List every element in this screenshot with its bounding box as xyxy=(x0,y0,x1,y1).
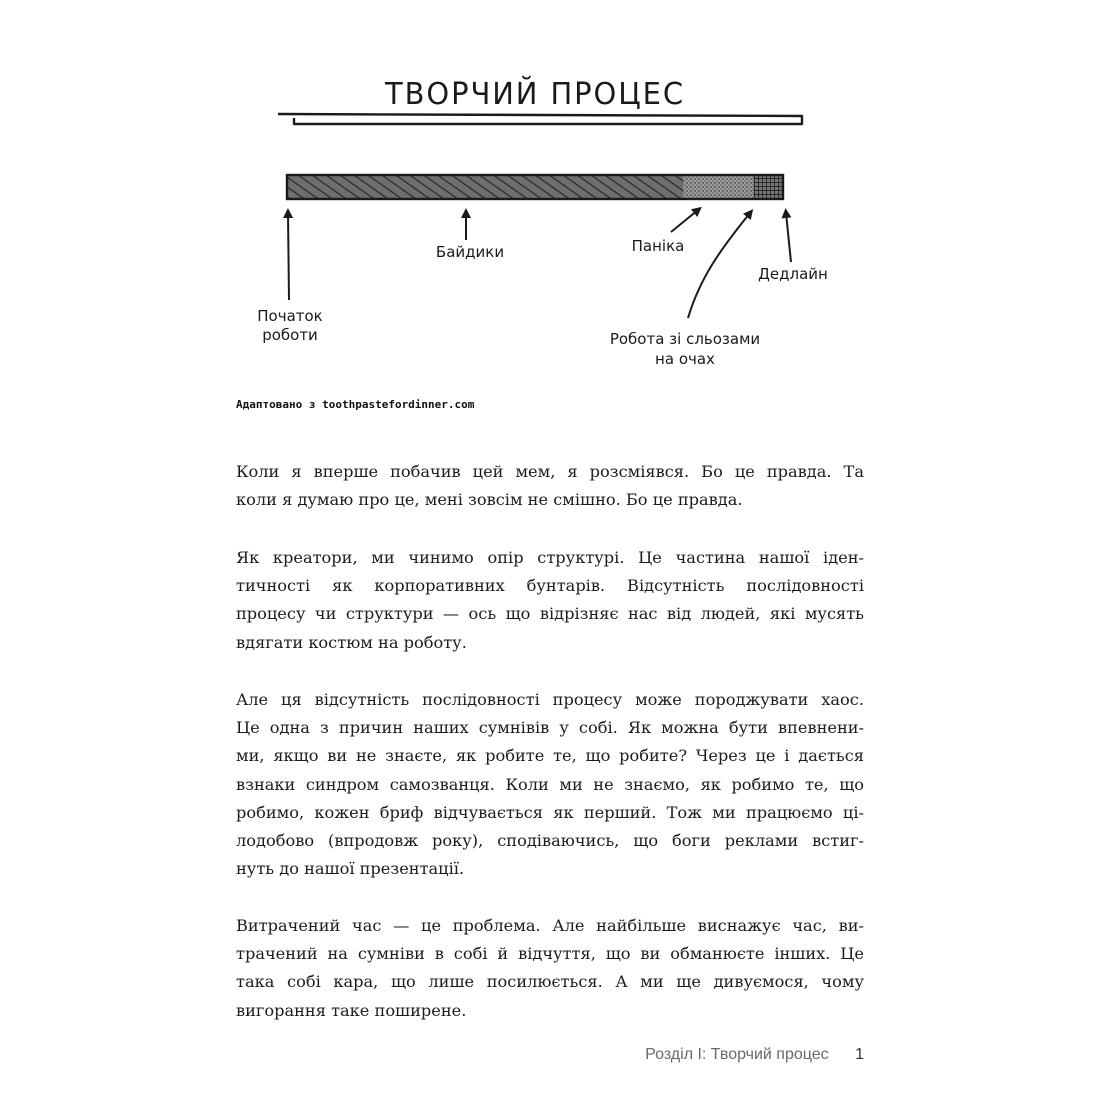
label-start-line1: Початок xyxy=(257,307,323,325)
paragraph-line: Але ця відсутність послідовності процесу може породжувати хаос. xyxy=(236,690,864,709)
paragraph-line: Це одна з причин наших сумнівів у собі. Як можна бути впевнени- xyxy=(236,718,864,738)
label-start-line2: роботи xyxy=(262,326,318,344)
creative-process-illustration xyxy=(230,50,840,400)
bar-segment-slacking xyxy=(287,175,684,199)
paragraph-1 xyxy=(236,458,864,514)
arrow-tears xyxy=(688,213,750,318)
paragraph-line: взнаки синдром самозванця. Коли ми не знаємо, як робимо те, що xyxy=(236,774,864,794)
title-underline xyxy=(278,114,802,124)
paragraph-line: Витрачений час — це проблема. Але найбільше виснажує час, ви- xyxy=(236,916,864,935)
page-number: 1 xyxy=(855,1046,864,1063)
paragraph-line: ми, якщо ви не знаєте, як робите те, що робите? Через це і дається xyxy=(236,746,864,766)
arrow-panic xyxy=(671,210,698,232)
paragraph-2 xyxy=(236,544,864,657)
paragraph-line: лодобово (впродовж року), сподіваючись, що боги реклами встиг- xyxy=(236,831,864,851)
label-panic: Паніка xyxy=(631,237,685,255)
paragraph-line: вдягати костюм на роботу. xyxy=(236,632,467,652)
paragraph-line: трачений на сумніви в собі й відчуття, що ви обманюєте інших. Це xyxy=(236,944,864,964)
paragraph-line: коли я думаю про це, мені зовсім не смішно. Бо це правда. xyxy=(236,490,743,510)
page-footer xyxy=(645,1046,864,1064)
paragraph-line: Як креатори, ми чинимо опір структурі. Це частина нашої іден- xyxy=(236,548,864,567)
paragraph-line: робимо, кожен бриф відчувається як перший. Тож ми працюємо ці- xyxy=(236,802,864,822)
paragraph-line: тичності як корпоративних бунтарів. Відсутність послідовності xyxy=(236,576,864,596)
arrow-start xyxy=(288,213,289,300)
label-tears-line2: на очах xyxy=(655,350,715,368)
label-tears-line1: Робота зі сльозами xyxy=(609,330,761,348)
running-chapter-title: Розділ І: Творчий процес xyxy=(645,1046,829,1063)
figure-title: ТВОРЧИЙ ПРОЦЕС xyxy=(385,77,697,112)
paragraph-3 xyxy=(236,686,864,883)
paragraph-line: така собі кара, що лише посилюється. А ми ще дивуємося, чому xyxy=(236,972,864,992)
paragraph-line: Коли я вперше побачив цей мем, я розсміявся. Бо це правда. Та xyxy=(236,462,864,481)
paragraph-4 xyxy=(236,912,864,1025)
label-slacking: Байдики xyxy=(435,243,505,261)
label-deadline: Дедлайн xyxy=(758,265,828,283)
bar-segment-tears xyxy=(753,175,783,199)
bar-segment-panic xyxy=(684,175,753,199)
paragraph-line: нуть до нашої презентації. xyxy=(236,859,465,879)
paragraph-line: процесу чи структури — ось що відрізняє нас від людей, які мусять xyxy=(236,604,864,624)
arrow-deadline xyxy=(786,213,791,262)
timeline-bar xyxy=(287,175,783,199)
figure-caption: Адаптовано з toothpastefordinner.com xyxy=(236,398,475,411)
paragraph-line: вигорання таке поширене. xyxy=(236,1000,467,1020)
